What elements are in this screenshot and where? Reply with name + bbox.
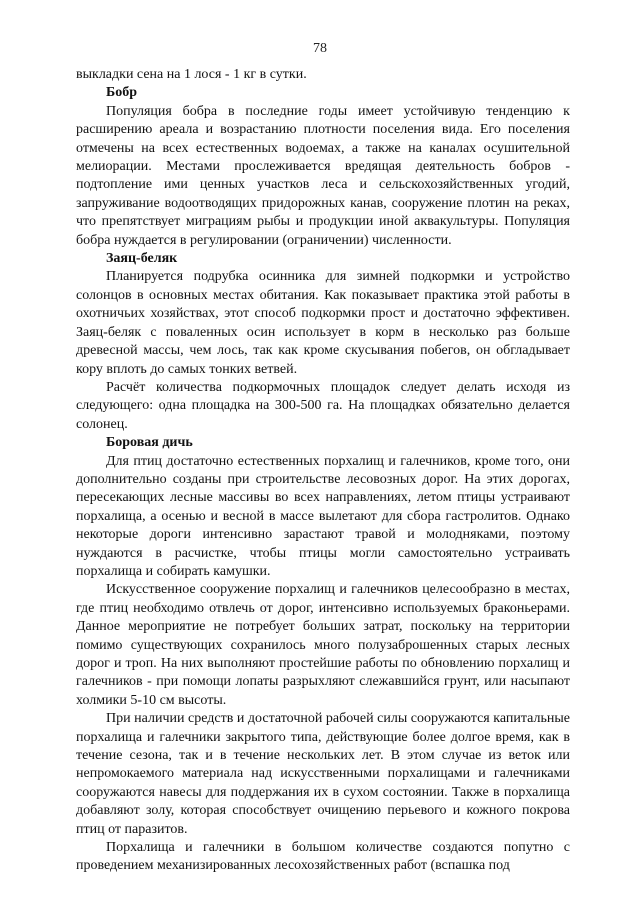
section-heading: Боровая дичь bbox=[106, 435, 193, 451]
paragraph: выкладки сена на 1 лося - 1 кг в сутки. bbox=[76, 67, 307, 82]
paragraph: Популяция бобра в последние годы имеет устойчивую тенденцию к расширению ареала и возрастанию плотности поселения вида. Его поселения отмечены на всех естественных водоемах, а также на каналах осушительной мелиорации. Местами прослеживается вредящая деятельность бобров - подтопление ими ценных участков леса и сельскохозяйственных угодий, запруживание водоотводящих придорожных канав, сооружение плотин на реках, что препятствует миграциям рыбы и продукции иной аквакультуры. Популяция бобра нуждается в регулировании (ограничении) численности. bbox=[76, 103, 570, 248]
paragraph: Для птиц достаточно естественных порхалищ и галечников, кроме того, они дополнительно созданы при строительстве лесовозных дорог. На этих дорогах, пересекающих лесные массивы во всех направлениях, летом птицы устраивают порхалища, а осенью и весной в массе вылетают для сбора гастролитов. Однако некоторые дороги интенсивно зарастают травой и молодняками, поэтому нуждаются в расчистке, чтобы птицы могли самостоятельно устраивать порхалища и собирать камушки. bbox=[76, 453, 570, 579]
body-text bbox=[76, 66, 570, 876]
paragraph: При наличии средств и достаточной рабочей силы сооружаются капитальные порхалища и галечники закрытого типа, действующие более долгое время, как в течение сезона, так и в течение нескольких лет. В этом случае из веток или непромокаемого материала над искусственными порхалищами и галечниками сооружаются навесы для поддержания их в сухом состоянии. Также в порхалища добавляют золу, которая способствует очищению перьевого и кожного покрова птиц от паразитов. bbox=[76, 711, 570, 837]
section-heading: Заяц-беляк bbox=[106, 251, 178, 267]
paragraph: Планируется подрубка осинника для зимней подкормки и устройство солонцов в основных местах обитания. Как показывает практика этой работы в охотничьих хозяйствах, этот способ подкормки прост и достаточно эффективен. Заяц-беляк с поваленных осин использует в корм в несколько раз больше древесной массы, чем лось, так как кроме скусывания побегов, он обгладывает кору вплоть до самых тонких ветвей. bbox=[76, 269, 570, 377]
paragraph: Искусственное сооружение порхалищ и галечников целесообразно в местах, где птиц необходимо отвлечь от дорог, интенсивно используемых браконьерами. Данное мероприятие не потребует больших затрат, поскольку на территории помимо существующих сохранилось много полузаброшенных старых лесных дорог и троп. На них выполняют простейшие работы по обновлению порхалищ и галечников - при помощи лопаты разрыхляют слежавшийся грунт, или насыпают холмики 5-10 см высоты. bbox=[76, 582, 570, 708]
section-heading: Бобр bbox=[106, 85, 138, 101]
page-number: 78 bbox=[313, 41, 327, 56]
paragraph: Расчёт количества подкормочных площадок следует делать исходя из следующего: одна площадка на 300-500 га. На площадках обязательно делается солонец. bbox=[76, 379, 570, 432]
paragraph: Порхалища и галечники в большом количестве создаются попутно с проведением механизированных лесохозяйственных работ (вспашка под bbox=[76, 840, 570, 874]
